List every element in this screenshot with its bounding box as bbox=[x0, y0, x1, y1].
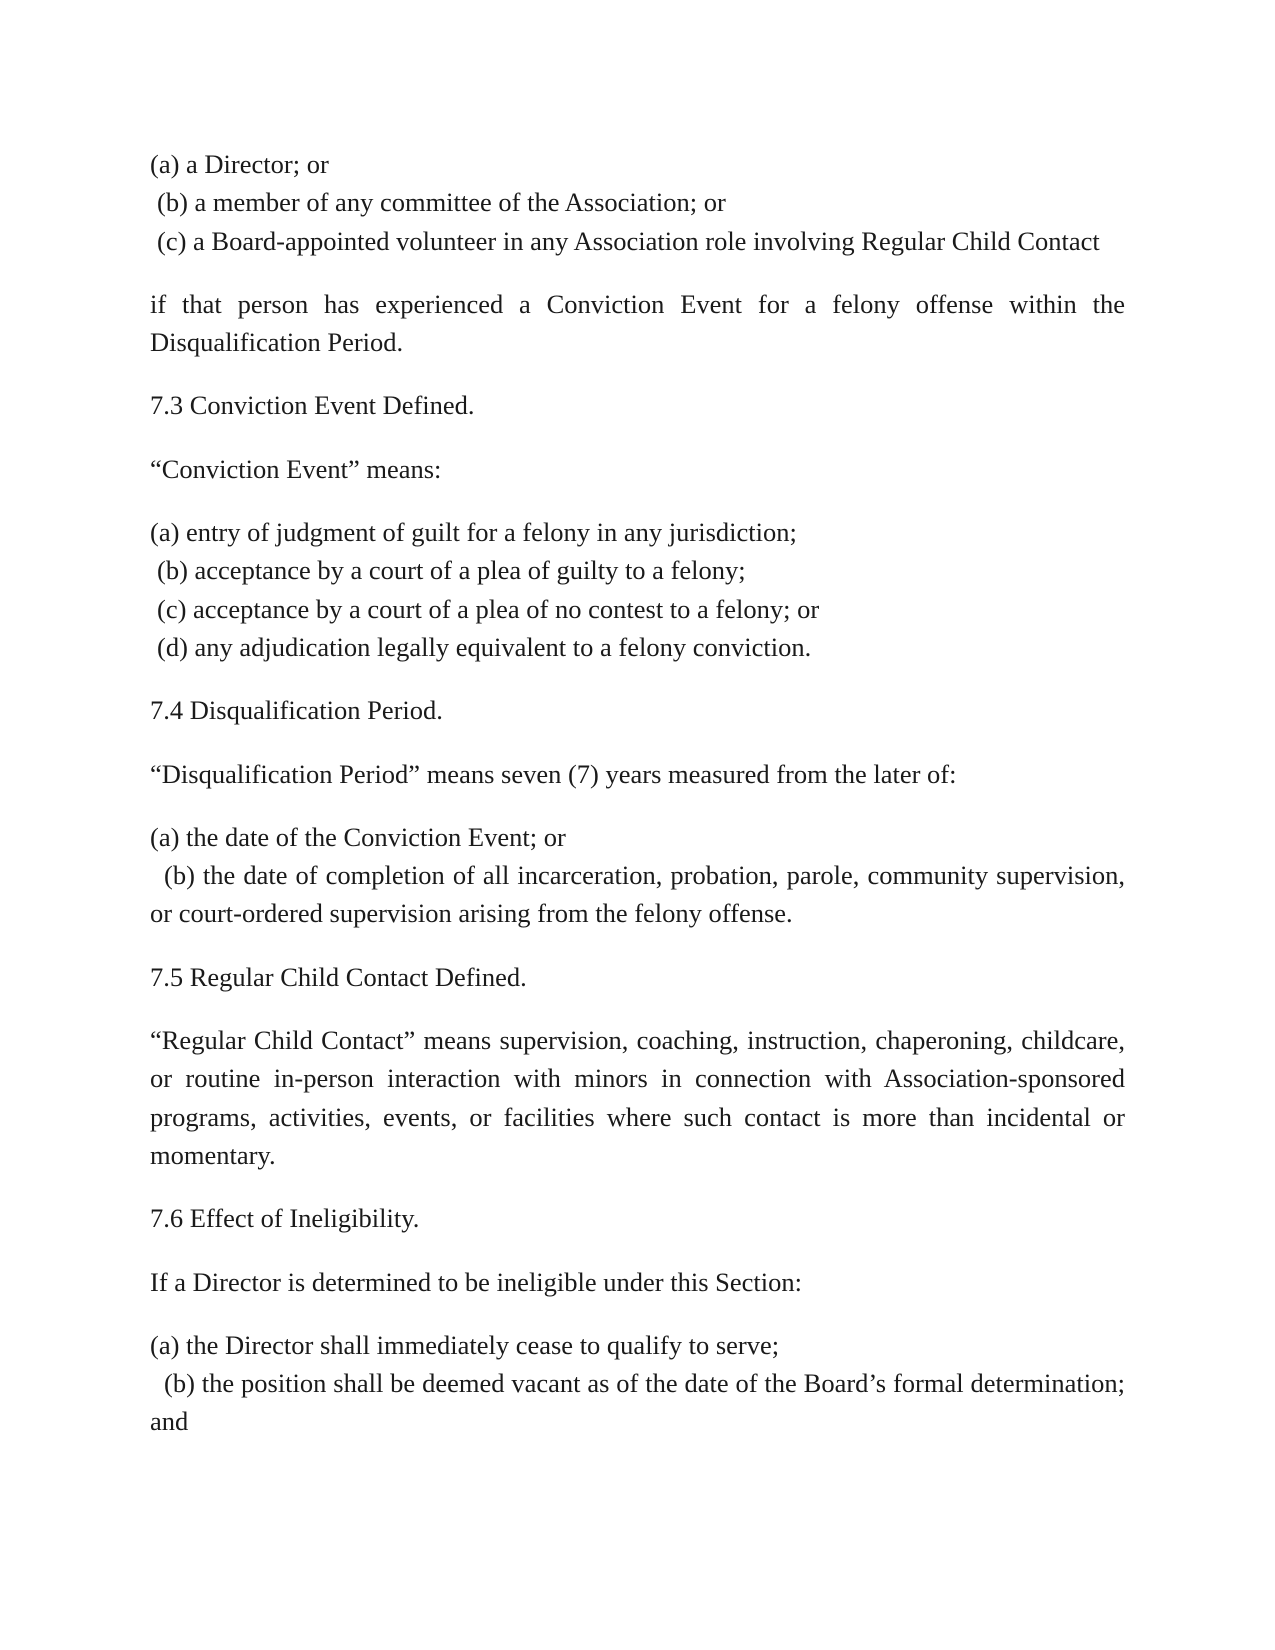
section-7-6-lead: If a Director is determined to be ineligible under this Section: bbox=[150, 1266, 803, 1297]
document-page bbox=[150, 145, 1125, 1466]
disqualification-period-list bbox=[150, 818, 1125, 933]
list-item: (b) acceptance by a court of a plea of guilty to a felony; bbox=[157, 555, 746, 586]
list-item: (a) the Director shall immediately cease to qualify to serve; bbox=[150, 1329, 780, 1360]
list-item: (c) acceptance by a court of a plea of no contest to a felony; or bbox=[157, 593, 820, 624]
list-item: (a) the date of the Conviction Event; or bbox=[150, 821, 566, 852]
section-heading-7-4: 7.4 Disqualification Period. bbox=[150, 695, 443, 726]
section-heading-7-5: 7.5 Regular Child Contact Defined. bbox=[150, 961, 527, 992]
section-7-4-lead: “Disqualification Period” means seven (7) years measured from the later of: bbox=[150, 758, 957, 789]
section-heading-7-3: 7.3 Conviction Event Defined. bbox=[150, 390, 475, 421]
list-item: (b) a member of any committee of the Association; or bbox=[157, 187, 726, 218]
list-item: (b) the date of completion of all incarceration, probation, parole, community supervision, or court-ordered supervision arising from the felony offense. bbox=[150, 860, 1125, 929]
section-heading-7-6: 7.6 Effect of Ineligibility. bbox=[150, 1203, 420, 1234]
ineligible-persons-list bbox=[150, 145, 1125, 260]
intro-conclusion-paragraph: if that person has experienced a Conviction Event for a felony offense within the Disqualification Period. bbox=[150, 288, 1125, 358]
section-7-3-lead: “Conviction Event” means: bbox=[150, 453, 442, 484]
list-item: (c) a Board-appointed volunteer in any Association role involving Regular Child Contact bbox=[157, 225, 1100, 256]
list-item: (b) the position shall be deemed vacant as of the date of the Board’s formal determination; and bbox=[150, 1368, 1125, 1437]
list-item: (d) any adjudication legally equivalent to a felony conviction. bbox=[157, 631, 812, 662]
section-7-5-body: “Regular Child Contact” means supervision, coaching, instruction, chaperoning, childcare, or routine in-person interaction with minors in connection with Association-sponsored programs, activities, events, or facilities where such contact is more than incidental or momentary. bbox=[150, 1025, 1125, 1170]
conviction-event-list bbox=[150, 513, 1125, 666]
list-item: (a) a Director; or bbox=[150, 149, 329, 179]
list-item: (a) entry of judgment of guilt for a felony in any jurisdiction; bbox=[150, 517, 797, 548]
ineligibility-effects-list bbox=[150, 1326, 1125, 1441]
